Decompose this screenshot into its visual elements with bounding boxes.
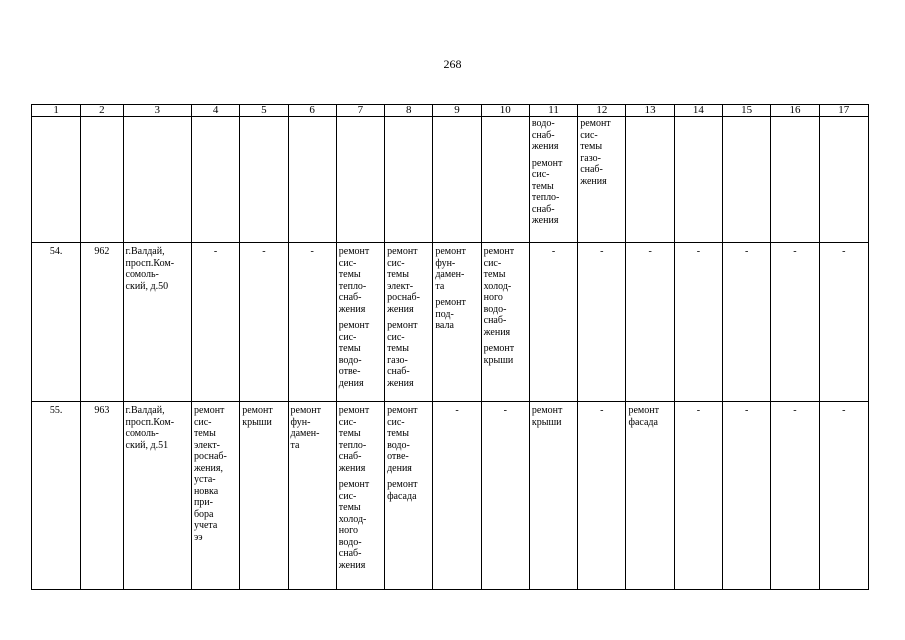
column-header: 8 (385, 105, 433, 117)
repair-table (31, 104, 869, 590)
repair-item: ремонт крыши (242, 405, 273, 428)
table-cell (771, 117, 819, 243)
repair-item: ремонт сис- темы тепло- снаб- жения (338, 246, 370, 315)
column-header: 4 (191, 105, 239, 117)
empty-cell: - (578, 402, 626, 590)
table-cell (529, 402, 577, 590)
table-cell (723, 117, 771, 243)
repair-item: ремонт под- вала (435, 297, 466, 331)
empty-cell: - (771, 402, 819, 590)
table-cell (191, 402, 239, 590)
repair-item: ремонт сис- темы холод- ного водо- снаб- жения (338, 479, 370, 571)
empty-cell: - (626, 243, 674, 402)
table-cell (288, 117, 336, 243)
column-header: 16 (771, 105, 819, 117)
column-header: 10 (481, 105, 529, 117)
table-cell (481, 117, 529, 243)
repair-item: ремонт сис- темы водо- отве- дения (387, 405, 418, 474)
table-cell (288, 402, 336, 590)
table-cell (32, 117, 81, 243)
table-cell (385, 117, 433, 243)
table-cell (433, 243, 481, 402)
column-header: 15 (723, 105, 771, 117)
table-cell (529, 117, 577, 243)
table-cell (81, 117, 123, 243)
empty-cell: - (819, 402, 868, 590)
column-header: 14 (674, 105, 722, 117)
table-cell (578, 117, 626, 243)
table-cell (191, 117, 239, 243)
empty-cell: - (723, 402, 771, 590)
repair-item: ремонт сис- темы тепло- снаб- жения (531, 157, 563, 226)
repair-item: ремонт сис- темы холод- ного водо- снаб- жения (483, 246, 515, 338)
table-cell (385, 402, 433, 590)
repair-item: ремонт сис- темы тепло- снаб- жения (338, 405, 370, 474)
repair-item: ремонт фасада (387, 479, 418, 502)
repair-item: ремонт фасада (628, 405, 659, 428)
table-row (32, 402, 869, 590)
empty-cell: - (674, 402, 722, 590)
repair-item: водо- снаб- жения (531, 118, 559, 152)
column-header: 12 (578, 105, 626, 117)
column-header: 3 (123, 105, 191, 117)
building-address: г.Валдай, просп.Ком- сомоль- ский, д.50 (123, 243, 191, 402)
empty-cell: - (481, 402, 529, 590)
table-cell (336, 243, 384, 402)
building-code: 962 (81, 243, 123, 402)
column-header: 2 (81, 105, 123, 117)
empty-cell: - (191, 243, 239, 402)
table-cell (626, 117, 674, 243)
table-cell (819, 117, 868, 243)
table-cell (123, 117, 191, 243)
table-row (32, 243, 869, 402)
header-row (32, 105, 869, 117)
repair-item: ремонт крыши (483, 343, 515, 366)
empty-cell: - (288, 243, 336, 402)
column-header: 6 (288, 105, 336, 117)
empty-cell: - (723, 243, 771, 402)
row-number: 54. (32, 243, 81, 402)
repair-item: ремонт фун- дамен- та (290, 405, 321, 451)
table-row-continued (32, 117, 869, 243)
table-cell (385, 243, 433, 402)
table-cell (240, 402, 288, 590)
table-cell (626, 402, 674, 590)
empty-cell: - (771, 243, 819, 402)
column-header: 5 (240, 105, 288, 117)
table-cell (433, 117, 481, 243)
empty-cell: - (674, 243, 722, 402)
repair-item: ремонт сис- темы элект- роснаб- жения, уста- новка при- бора учета ээ (193, 405, 227, 543)
table-cell (336, 402, 384, 590)
column-header: 9 (433, 105, 481, 117)
repair-item: ремонт сис- темы элект- роснаб- жения (387, 246, 420, 315)
repair-item: ремонт крыши (531, 405, 563, 428)
column-header: 17 (819, 105, 868, 117)
column-header: 7 (336, 105, 384, 117)
repair-item: ремонт сис- темы газо- снаб- жения (387, 320, 418, 389)
column-header: 11 (529, 105, 577, 117)
empty-cell: - (240, 243, 288, 402)
empty-cell: - (578, 243, 626, 402)
repair-item: ремонт сис- темы водо- отве- дения (338, 320, 370, 389)
column-header: 1 (32, 105, 81, 117)
building-address: г.Валдай, просп.Ком- сомоль- ский, д.51 (123, 402, 191, 590)
table-cell (674, 117, 722, 243)
repair-item: ремонт сис- темы газо- снаб- жения (580, 118, 611, 187)
row-number: 55. (32, 402, 81, 590)
table-cell (240, 117, 288, 243)
empty-cell: - (433, 402, 481, 590)
empty-cell: - (529, 243, 577, 402)
table-cell (481, 243, 529, 402)
page-number: 268 (443, 57, 462, 71)
repair-item: ремонт фун- дамен- та (435, 246, 466, 292)
building-code: 963 (81, 402, 123, 590)
column-header: 13 (626, 105, 674, 117)
empty-cell: - (819, 243, 868, 402)
table-cell (336, 117, 384, 243)
